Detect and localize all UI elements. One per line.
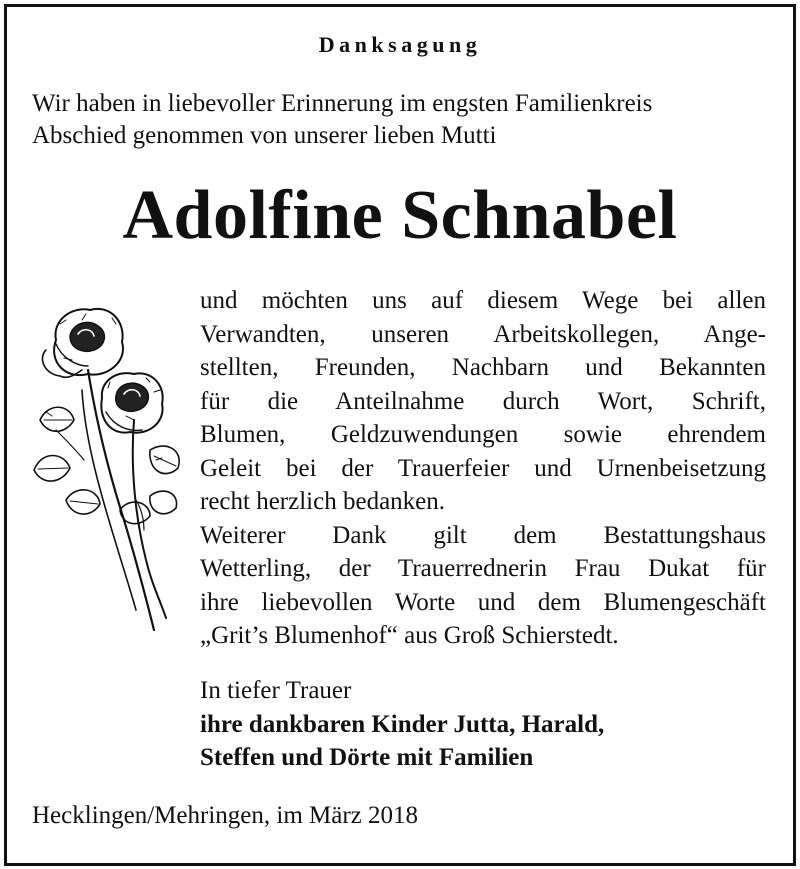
body-line: für die Anteilnahme durch Wort, Schrift, xyxy=(200,387,766,415)
body-text xyxy=(200,284,766,653)
body-line: Blumen, Geldzuwendungen sowie ehrendem xyxy=(200,421,766,448)
deceased-name: Adolfine Schnabel xyxy=(122,177,678,254)
intro-line: Abschied genommen von unserer lieben Mutti xyxy=(32,122,497,149)
notice-heading: Danksagung xyxy=(318,32,482,57)
rose-illustration xyxy=(26,300,186,640)
mourning-block xyxy=(200,674,604,775)
body-line: Geleit bei der Trauerfeier und Urnenbeisetzung xyxy=(200,454,766,482)
mourning-phrase: In tiefer Trauer xyxy=(200,677,352,704)
signatory-line: ihre dankbaren Kinder Jutta, Harald, xyxy=(200,710,605,738)
body-line: „Grit’s Blumenhof“ aus Groß Schierstedt. xyxy=(200,622,619,649)
body-line: und möchten uns auf diesem Wege bei allen xyxy=(200,287,766,314)
body-line: Verwandten, unseren Arbeitskollegen, Ange- xyxy=(200,320,766,348)
place-date: Hecklingen/Mehringen, im März 2018 xyxy=(32,802,419,829)
body-line: recht herzlich bedanken. xyxy=(200,488,446,515)
body-line: Weiterer Dank gilt dem Bestattungshaus xyxy=(200,521,766,549)
signatory-line: Steffen und Dörte mit Familien xyxy=(200,744,534,771)
body-line: Wetterling, der Trauerrednerin Frau Dukat für xyxy=(200,555,766,582)
body-line: ihre liebevollen Worte und dem Blumengeschäft xyxy=(200,588,766,616)
intro-line: Wir haben in liebevoller Erinnerung im engsten Familienkreis xyxy=(32,90,653,117)
body-line: stellten, Freunden, Nachbarn und Bekannten xyxy=(200,354,766,381)
intro-text xyxy=(32,88,766,152)
